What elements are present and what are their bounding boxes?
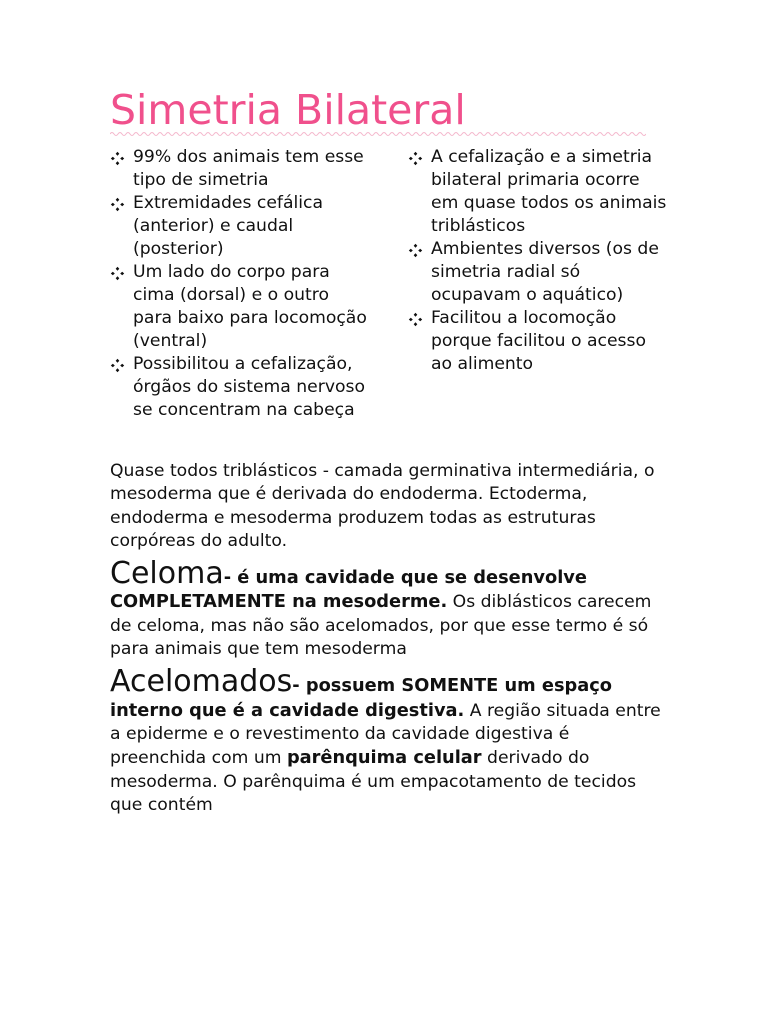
document-page — [110, 84, 670, 817]
diamond-dots-icon — [110, 265, 125, 280]
diamond-dots-icon — [110, 357, 125, 372]
list-item — [408, 238, 670, 307]
list-item — [110, 353, 368, 422]
list-item — [408, 307, 670, 376]
list-item-text: A cefalização e a simetria bilateral primaria ocorre em quase todos os animais triblásticos — [431, 147, 667, 236]
right-bullet-list — [408, 146, 670, 376]
intro-paragraph: Quase todos triblásticos - camada germinativa intermediária, o mesoderma que é derivada do endoderma. Ectoderma, endoderma e mesoderma produzem todas as estruturas corpóreas do adulto. — [110, 461, 655, 551]
celoma-paragraph — [110, 556, 670, 661]
acelomados-text-1: A região situada entre a epiderme e o revestimento da cavidade digestiva é preenchida com um — [110, 700, 661, 769]
list-item — [408, 146, 670, 238]
acelomados-section — [110, 664, 670, 817]
list-item — [110, 192, 368, 261]
diamond-dots-icon — [110, 150, 125, 165]
right-column — [408, 146, 670, 422]
list-item-text: Facilitou a locomoção porque facilitou o acesso ao alimento — [431, 308, 646, 374]
list-item-text: Possibilitou a cefalização, órgãos do sistema nervoso se concentram na cabeça — [133, 354, 365, 420]
acelomados-paragraph — [110, 664, 670, 817]
diamond-dots-icon — [110, 196, 125, 211]
acelomados-bold-term: parênquima celular — [286, 747, 482, 769]
celoma-definition: - é uma cavidade que se desenvolve COMPLETAMENTE na mesoderme. — [110, 567, 587, 613]
diamond-dots-icon — [408, 311, 423, 326]
list-item-text: 99% dos animais tem esse tipo de simetria — [133, 147, 364, 190]
celoma-term: Celoma — [110, 556, 224, 592]
celoma-text: Os diblásticos carecem de celoma, mas não são acelomados, por que esse termo é só para animais que tem mesoderma — [110, 592, 652, 660]
left-bullet-list — [110, 146, 368, 422]
diamond-dots-icon — [408, 242, 423, 257]
list-item-text: Um lado do corpo para cima (dorsal) e o outro para baixo para locomoção (ventral) — [133, 262, 367, 351]
page-title: Simetria Bilateral — [110, 86, 466, 134]
acelomados-text-2: derivado do mesoderma. O parênquima é um empacotamento de tecidos que contém — [110, 748, 637, 815]
list-item — [110, 146, 368, 192]
list-item-text: Ambientes diversos (os de simetria radial só ocupavam o aquático) — [431, 239, 659, 305]
celoma-section — [110, 556, 670, 661]
left-column — [110, 146, 368, 422]
acelomados-term: Acelomados — [110, 664, 293, 700]
list-item-text: Extremidades cefálica (anterior) e caudal (posterior) — [133, 193, 324, 259]
diamond-dots-icon — [408, 150, 423, 165]
list-item — [110, 261, 368, 353]
bullet-columns — [110, 146, 670, 422]
acelomados-definition: - possuem SOMENTE um espaço interno que é a cavidade digestiva. — [110, 675, 613, 721]
